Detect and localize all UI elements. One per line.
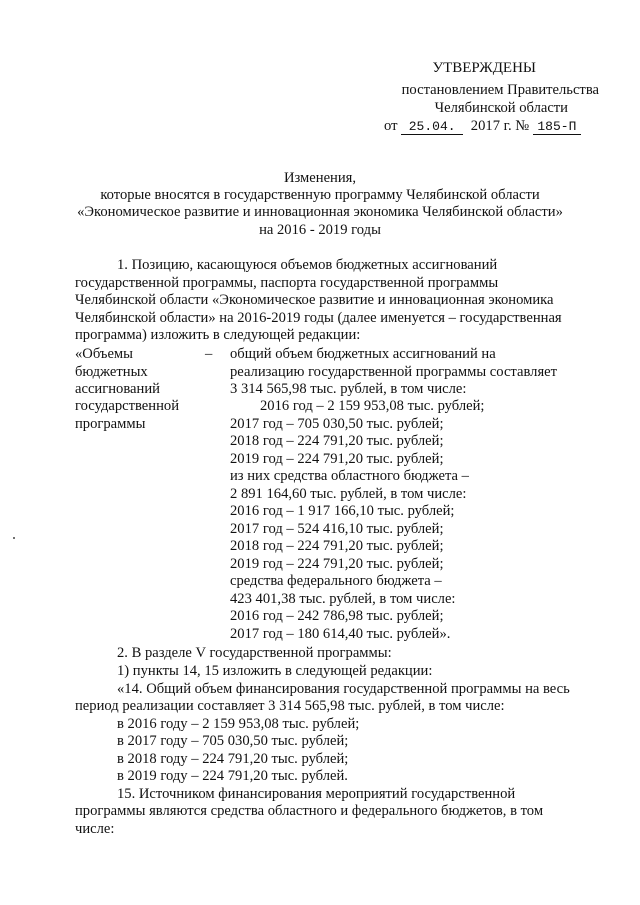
table-left-3: ассигнований bbox=[75, 381, 160, 397]
heading-line-1: Изменения, bbox=[283, 170, 357, 186]
heading-line-2: которые вносятся в государственную программу Челябинской области bbox=[100, 187, 540, 203]
year-line-2016: в 2016 году – 2 159 953,08 тыс. рублей; bbox=[117, 716, 360, 732]
table-left-4: государственной bbox=[75, 398, 180, 414]
p15-line-3: числе: bbox=[75, 821, 115, 837]
table-right-10: 2016 год – 1 917 166,10 тыс. рублей; bbox=[230, 503, 455, 519]
table-right-9: 2 891 164,60 тыс. рублей, в том числе: bbox=[230, 486, 467, 502]
scan-speck bbox=[13, 537, 15, 539]
table-left-5: программы bbox=[75, 416, 146, 432]
table-right-15: 423 401,38 тыс. рублей, в том числе: bbox=[230, 591, 456, 607]
number-value: 185-П bbox=[533, 120, 581, 135]
table-right-1: общий объем бюджетных ассигнований на bbox=[230, 346, 496, 362]
p14-line-2: период реализации составляет 3 314 565,98 тыс. рублей, в том числе: bbox=[75, 698, 505, 714]
year-line-2017: в 2017 году – 705 030,50 тыс. рублей; bbox=[117, 733, 349, 749]
table-left-2: бюджетных bbox=[75, 364, 148, 380]
number-sign: № bbox=[515, 118, 530, 134]
table-right-3: 3 314 565,98 тыс. рублей, в том числе: bbox=[230, 381, 467, 397]
table-right-6: 2018 год – 224 791,20 тыс. рублей; bbox=[230, 433, 444, 449]
para1-line-5: программа) изложить в следующей редакции: bbox=[75, 327, 361, 343]
p15-line-1: 15. Источником финансирования мероприятий государственной bbox=[117, 786, 516, 802]
year-text: 2017 г. bbox=[470, 118, 512, 134]
approval-title: УТВЕРЖДЕНЫ bbox=[432, 60, 536, 76]
table-right-13: 2019 год – 224 791,20 тыс. рублей; bbox=[230, 556, 444, 572]
para1-line-3: Челябинской области «Экономическое развитие и инновационная экономика bbox=[75, 292, 554, 308]
p15-line-2: программы являются средства областного и федерального бюджетов, в том bbox=[75, 803, 544, 819]
heading-line-4: на 2016 - 2019 годы bbox=[259, 222, 381, 238]
approval-line-1: постановлением Правительства bbox=[401, 82, 599, 98]
table-right-11: 2017 год – 524 416,10 тыс. рублей; bbox=[230, 521, 444, 537]
table-right-8: из них средства областного бюджета – bbox=[230, 468, 469, 484]
table-right-17: 2017 год – 180 614,40 тыс. рублей». bbox=[230, 626, 451, 642]
p14-line-1: «14. Общий объем финансирования государственной программы на весь bbox=[117, 681, 570, 697]
table-right-2: реализацию государственной программы составляет bbox=[230, 364, 558, 380]
table-right-7: 2019 год – 224 791,20 тыс. рублей; bbox=[230, 451, 444, 467]
heading-line-3: «Экономическое развитие и инновационная экономика Челябинской области» bbox=[77, 204, 563, 220]
table-right-12: 2018 год – 224 791,20 тыс. рублей; bbox=[230, 538, 444, 554]
para1-line-1: 1. Позицию, касающуюся объемов бюджетных ассигнований bbox=[117, 257, 498, 273]
table-right-5: 2017 год – 705 030,50 тыс. рублей; bbox=[230, 416, 444, 432]
approval-line-2: Челябинской области bbox=[434, 100, 568, 116]
approval-date-line bbox=[384, 118, 581, 135]
table-right-16: 2016 год – 242 786,98 тыс. рублей; bbox=[230, 608, 444, 624]
date-prefix: от bbox=[384, 118, 398, 134]
table-left-1: «Объемы bbox=[75, 346, 133, 362]
para1-line-2: государственной программы, паспорта государственной программы bbox=[75, 275, 499, 291]
date-value: 25.04. bbox=[401, 120, 463, 135]
table-right-4: 2016 год – 2 159 953,08 тыс. рублей; bbox=[260, 398, 485, 414]
table-right-14: средства федерального бюджета – bbox=[230, 573, 442, 589]
year-line-2019: в 2019 году – 224 791,20 тыс. рублей. bbox=[117, 768, 348, 784]
table-dash: – bbox=[205, 346, 213, 362]
para1-line-4: Челябинской области» на 2016-2019 годы (далее именуется – государственная bbox=[75, 310, 562, 326]
section2-line-1: 2. В разделе V государственной программы: bbox=[117, 645, 392, 661]
section2-line-2: 1) пункты 14, 15 изложить в следующей редакции: bbox=[117, 663, 433, 679]
year-line-2018: в 2018 году – 224 791,20 тыс. рублей; bbox=[117, 751, 349, 767]
